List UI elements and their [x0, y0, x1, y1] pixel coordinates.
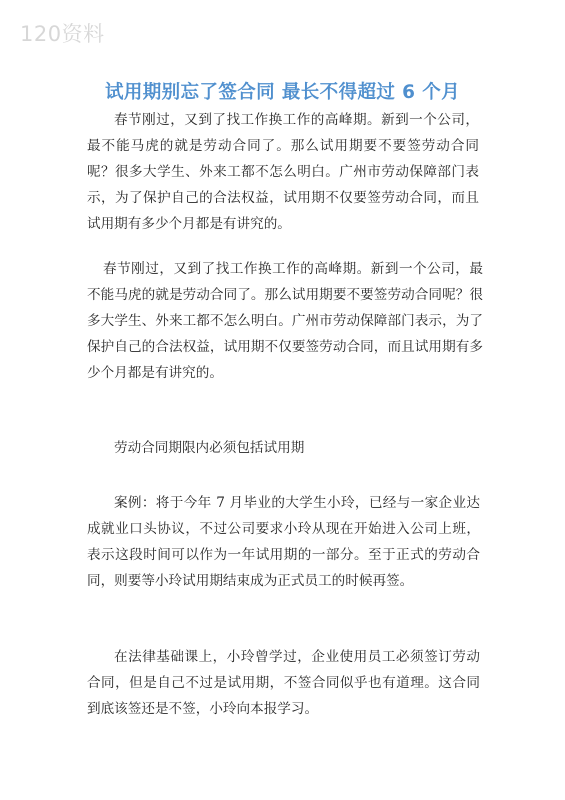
- case-paragraph-1: 案例：将于今年 7 月毕业的大学生小玲，已经与一家企业达成就业口头协议，不过公司要求小玲从现在开始进入公司上班，表示这段时间可以作为一年试用期的一部分。至于正式的劳动合同，则要等小玲试用期结束成为正式员工的时候再签。: [87, 495, 480, 589]
- intro-paragraph-1: 春节刚过，又到了找工作换工作的高峰期。新到一个公司，最不能马虎的就是劳动合同了。那么试用期要不要签劳动合同呢？很多大学生、外来工都不怎么明白。广州市劳动保障部门表示，为了保护自己的合法权益，试用期不仅要签劳动合同，而且试用期有多少个月都是有讲究的。: [87, 112, 479, 232]
- case-paragraph-2: 在法律基础课上，小玲曾学过，企业使用员工必须签订劳动合同，但是自己不过是试用期，不签合同似乎也有道理。这合同到底该签还是不签，小玲向本报学习。: [87, 649, 480, 717]
- watermark-logo: 120资料: [20, 22, 105, 46]
- intro-paragraph-2: 春节刚过，又到了找工作换工作的高峰期。新到一个公司，最不能马虎的就是劳动合同了。那么试用期要不要签劳动合同呢？很多大学生、外来工都不怎么明白。广州市劳动保障部门表示，为了保护自己的合法权益，试用期不仅要签劳动合同，而且试用期有多少个月都是有讲究的。: [87, 261, 483, 381]
- section-heading: 劳动合同期限内必须包括试用期: [114, 440, 305, 456]
- article-title: 试用期别忘了签合同 最长不得超过 6 个月: [104, 82, 461, 103]
